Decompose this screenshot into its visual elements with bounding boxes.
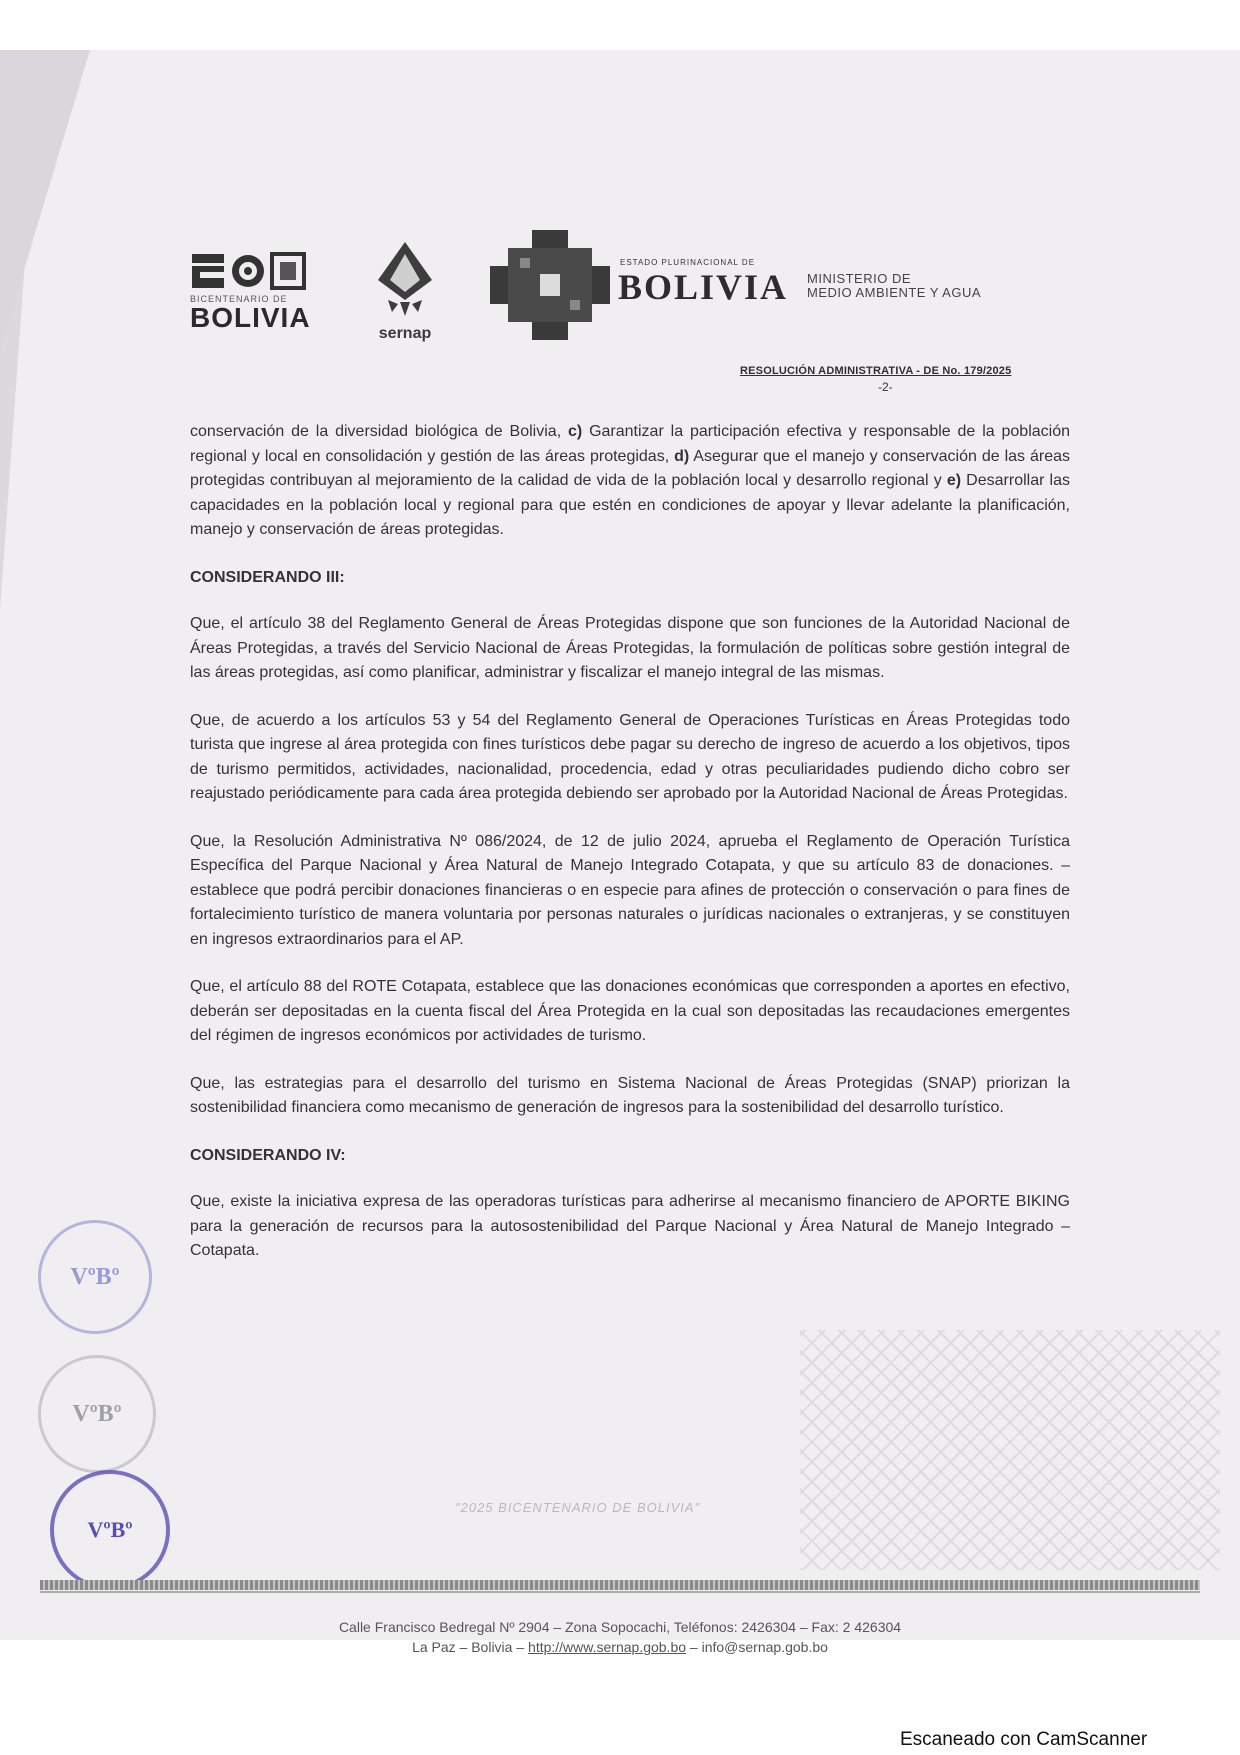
scan-shadow-dark [0,50,90,350]
resolution-number: RESOLUCIÓN ADMINISTRATIVA - DE No. 179/2025 [740,365,1012,377]
approval-stamp-2 [38,1355,156,1473]
intro-item-c: c) [568,423,583,440]
estado-small-text: ESTADO PLURINACIONAL DE [620,258,756,267]
footer-divider-line [40,1591,1200,1593]
email-link[interactable]: info@sernap.gob.bo [701,1639,828,1655]
letterhead [180,200,1080,360]
estado-plurinacional-logo [490,230,789,345]
footer [0,1617,1240,1657]
scanned-page [0,50,1240,1655]
bicentenario-emblem-icon [190,250,340,292]
bicentenario-motto: "2025 BICENTENARIO DE BOLIVIA" [455,1500,701,1515]
paragraph-1: Que, el artículo 38 del Reglamento General de Áreas Protegidas dispone que son funciones de la Autoridad Nacional de Áreas Protegidas, a través del Servicio Nacional de Áreas Protegidas, la formulación de políticas sobre gestión integral de las áreas protegidas, así como planificar, administrar y fiscalizar el manejo integral de las mismas. [190,615,1070,681]
document-body [190,420,1070,1287]
intro-text-4: Desarrollar las capacidades en la población local y regional para que estén en condiciones de apoyar y llevar adelante la planificación, manejo y conservación de áreas protegidas. [190,472,1070,538]
heading-considerando-3: CONSIDERANDO III: [190,568,345,586]
intro-text-3: Asegurar que el manejo y conservación de las áreas protegidas contribuyan al mejoramiento de la calidad de vida de la población local y desarrollo regional y [190,447,1071,489]
chakana-emblem-icon [490,230,610,340]
approval-stamp-1 [38,1220,152,1334]
ministerio-line-2: MEDIO AMBIENTE Y AGUA [807,285,982,300]
approval-stamp-3 [50,1470,170,1590]
footer-separator: – [686,1639,702,1655]
intro-item-d: d) [674,447,690,465]
footer-city: La Paz – Bolivia – [412,1639,529,1655]
paragraph-3: Que, la Resolución Administrativa Nº 086/2024, de 12 de julio 2024, aprueba el Reglamento de Operación Turística Específica del Parque Nacional y Área Natural de Manejo Integrado Cotapata, y que su artículo 83 de donaciones. – establece que podrá percibir donaciones financieras o en especie para afines de protección o conservación o para fines de fortalecimiento turístico de manera voluntaria por personas naturales o jurídicas nacionales o extranjeras, y se constituyen en ingresos extraordinarios para el AP. [190,832,1070,948]
heading-considerando-4: CONSIDERANDO IV: [190,1146,346,1164]
paragraph-6: Que, existe la iniciativa expresa de las operadoras turísticas para adherirse al mecanismo financiero de APORTE BIKING para la generación de recursos para la autosostenibilidad del Parque Nacional y Área Natural de Manejo Integrado – Cotapata. [190,1193,1070,1259]
stamp-2-text: VºBº [72,1400,122,1427]
sernap-emblem-icon [370,240,440,320]
camscanner-watermark: Escaneado con CamScanner [900,1729,1148,1750]
bicentenario-small-text: BICENTENARIO DE [190,294,288,304]
background-pattern [800,1330,1220,1570]
stamp-3-text: VºBº [87,1516,133,1542]
ministerio-logo [807,272,981,300]
bolivia-big-text: BOLIVIA [618,267,789,307]
ministerio-line-1: MINISTERIO DE [807,271,912,286]
footer-divider [40,1580,1200,1590]
footer-address: Calle Francisco Bedregal Nº 2904 – Zona Sopocachi, Teléfonos: 2426304 – Fax: 2 426304 [338,1619,902,1635]
stamp-1-text: VºBº [70,1264,120,1291]
bicentenario-logo [190,250,340,332]
sernap-label: sernap [378,325,432,342]
intro-text-1: conservación de la diversidad biológica de Bolivia, [190,423,568,440]
paragraph-5: Que, las estrategias para el desarrollo del turismo en Sistema Nacional de Áreas Protegidas (SNAP) priorizan la sostenibilidad financiera como mecanismo de generación de ingresos para la sostenibilidad del desarrollo turístico. [190,1074,1070,1116]
website-link[interactable]: http://www.sernap.gob.bo [528,1639,687,1655]
page-number: -2- [878,380,893,394]
intro-text-2: Garantizar la participación efectiva y responsable de la población regional y local en consolidación y gestión de las áreas protegidas, [190,423,1070,465]
sernap-logo [365,240,445,343]
paragraph-4: Que, el artículo 88 del ROTE Cotapata, establece que las donaciones económicas que corresponden a aportes en efectivo, deberán ser depositadas en la cuenta fiscal del Área Protegida en la cual son depositadas las recaudaciones emergentes del régimen de ingresos económicos por actividades de turismo. [190,978,1070,1044]
footer-contact [0,1637,1240,1657]
bicentenario-big-text: BOLIVIA [190,302,311,333]
intro-paragraph [190,420,1070,543]
paragraph-2: Que, de acuerdo a los artículos 53 y 54 del Reglamento General de Operaciones Turísticas en Áreas Protegidas todo turista que ingrese al área protegida con fines turísticos debe pagar su derecho de ingreso de acuerdo a los objetivos, tipos de turismo permitidos, actividades, nacionalidad, procedencia, edad y otras peculiaridades pudiendo dicho cobro ser reajustado periódicamente para cada área protegida debiendo ser aprobado por la Autoridad Nacional de Áreas Protegidas. [190,711,1070,802]
intro-item-e: e) [946,472,962,489]
